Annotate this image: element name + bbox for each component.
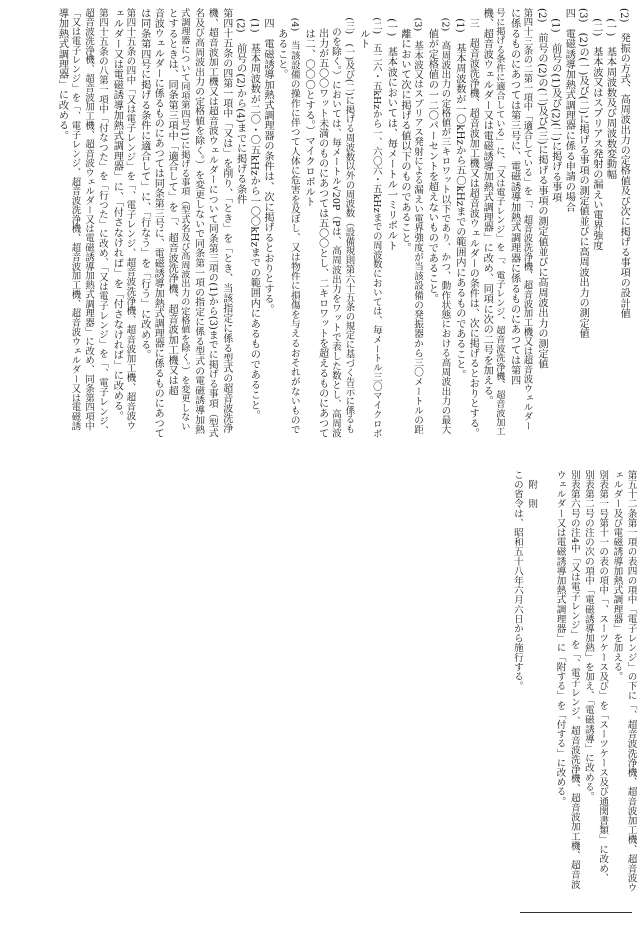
text-line: (二) 五二六・五kHzから一、六〇六・五kHzまでの周波数においては、毎メートル三〇マイクロボ (370, 8, 382, 438)
text-line: ェルダー及び電磁誘導加熱式調理器」を加える。 (611, 470, 623, 682)
text-line: 四 電磁誘導加熱式調理器の条件は、次に掲げるとおりとする。 (262, 8, 273, 314)
text-line: 導加熱式調理器」に改める。 (56, 8, 68, 141)
text-line: ルト (357, 8, 369, 49)
text-line: は同条第四号に掲げる条件に適合して」に、「行なう」を「行う」に改める。 (138, 8, 150, 360)
text-line: (2) 前号の(2)の(二)及び(三)に掲げる事項の測定値並びに高周波出力の測定値 (536, 8, 547, 369)
separator-rule (520, 912, 632, 913)
text-line: 別表第六号の注4中「又は電子レンジ」を「、電子レンジ、超音波洗浄機、超音波加工機、超音波 (568, 470, 580, 889)
text-line: (二) 基本波又はスプリアス発射の漏えい電界強度 (590, 8, 602, 251)
text-line: 第四十五条の八第一項中「付なつた」を「行つた」に改め、「又は電子レンジ」を「、電子レンジ、 (96, 8, 108, 436)
text-line: 第四十五条の四中「又は電子レンジ」を「、電子レンジ、超音波洗浄機、超音波加工機、超音波ウ (124, 8, 136, 431)
text-line: 別表第二号の注の次の項中「電磁誘導加熱」を加え、「電磁誘導」に改める。 (582, 470, 594, 802)
text-line: 号に掲げる条件に適合している」に、「又は電子レンジ」を「、電子レンジ、超音波洗浄機、超音波加工 (493, 8, 505, 436)
text-line: 第四十五条の四第一項中「又は」を削り、「とき」を「とき、当該指定に係る型式の超音波洗浄 (220, 8, 232, 433)
text-line: 機、超音波加工機又は超音波ウェルダーについて同条第三項の(1)から(3)までに掲げる事項（型式 (206, 8, 218, 438)
text-line: (2) 発振の方式、高周波出力の定格値及び次に掲げる事項の設計値 (618, 8, 630, 319)
text-line: ウェルダー又は電磁誘導加熱式調理器」に「附する」を「付する」に改める。 (554, 470, 566, 806)
text-line: (一) 基本波においては、毎メートル一ミリボルト (385, 8, 397, 251)
text-line: 四 電磁誘導加熱式調理器に係る申請の場合 (563, 8, 575, 212)
text-line: この省令は、昭和五十八年六月六日から施行する。 (511, 470, 523, 691)
text-line: ェルダー又は電磁誘導加熱式調理器」に、「付さなければ」を「付さなければ」に改める。 (111, 8, 123, 422)
text-line: (3) (2)の(一)及び(二)に掲げる事項の測定値並びに高周波出力の測定値 (577, 8, 589, 339)
text-line: (2) 前号の(2)から(4)までに掲げる条件 (234, 8, 246, 205)
text-line: 値が定格値の一二〇パーセントを超えないものであること。 (426, 8, 438, 304)
text-line: 「又は電子レンジ」を「、電子レンジ、超音波洗浄機、超音波加工機、超音波ウェルダー又は電磁誘 (69, 8, 81, 431)
text-line: 機、超音波ウェルダー又は電磁誘導加熱式調理器」に改め、同項に次の二号を加える。 (481, 8, 493, 406)
text-line: 名及び高周波出力の定格値を除く。）を変更しないで同条第一項の指定に係る型式の電磁誘導加熱 (193, 8, 205, 435)
text-line: 離において次に掲げる値以下のものであること。 (399, 8, 410, 253)
text-line: (1) 基本周波数が一〇kHzから五〇kHzまでの範囲内にあるものであること。 (453, 8, 465, 380)
text-line: 音波ウェルダーに係るものにあつては同条第三号に、電磁誘導加熱式調理器に係るものにあつて (152, 8, 164, 438)
text-line: 超音波洗浄機、超音波加工機、超音波ウェルダー又は電磁誘導加熱式調理器」に改め、同条第四項中 (83, 8, 95, 431)
text-line: (3) 基本波又はスプリアス発射による漏えい電界強度が当該設備の発振器から三〇メートルの距 (412, 8, 424, 435)
text-line: 式調理器について同項第四号(1)に掲げる事項（型式名及び高周波出力の定格値を除く。）を変更しない (178, 8, 190, 431)
text-line: のを除く。）においては、毎メートル√20P（Pは、高周波出力をワットで表した数とし、高周波 (329, 8, 341, 438)
text-line: (1) 前号の(1)及び(2)(二)に掲げる事項 (549, 8, 561, 203)
text-line: (三) (一)及び(二)に掲げる周波数以外の周波数（設備規則第六十五条の規定に基づく告示に係るも (343, 8, 355, 434)
text-line: 第四十三条の二第一項中「適合している」を「、超音波洗浄機、超音波加工機又は超音波ウェルダー (521, 8, 533, 431)
text-line: 出力が五〇〇ワット未満のものにあつては五〇〇とし、二キロワットを超えるものにあつて (316, 8, 328, 438)
text-line: (一) 基本周波数及び周波数変動幅 (604, 8, 616, 180)
text-line: に係るものにあつては第三号に、電磁誘導加熱式調理器に係るものにあつては第四 (508, 8, 520, 386)
text-line: 附 則 (526, 470, 538, 509)
text-line: は二、〇〇〇とする。）マイクロボルト (303, 8, 315, 207)
text-line: 三 超音波洗浄機、超音波加工機又は超音波ウェルダーの条件は、次に掲げるとおりとする。 (467, 8, 479, 438)
text-line: 第五十二条第一項の表四の項中「電子レンジ」の下に「、超音波洗浄機、超音波加工機、超音波ウ (625, 470, 637, 893)
text-line: (2) 高周波出力の定格値が三キロワット以下であり、かつ、動作状態における高周波出力の最大 (439, 8, 451, 435)
text-line: あること。 (275, 8, 287, 80)
text-line: とするときは、同条第三項中「適合して」を「、超音波洗浄機、超音波加工機又は超 (166, 8, 178, 396)
text-line: 別表第一号第十一の表の項中「、スーツケース及び」を「スーツケース及び通関書類」に改め、 (597, 470, 609, 883)
text-line: (1) 基本周波数が二〇・〇五kHzから一〇〇kHzまでの範囲内にあるものであること。 (248, 8, 260, 421)
text-line: (4) 当該設備の操作に伴つて人体に危害を及ぼし、又は物件に損傷を与えるおそれがないもので (288, 8, 300, 435)
